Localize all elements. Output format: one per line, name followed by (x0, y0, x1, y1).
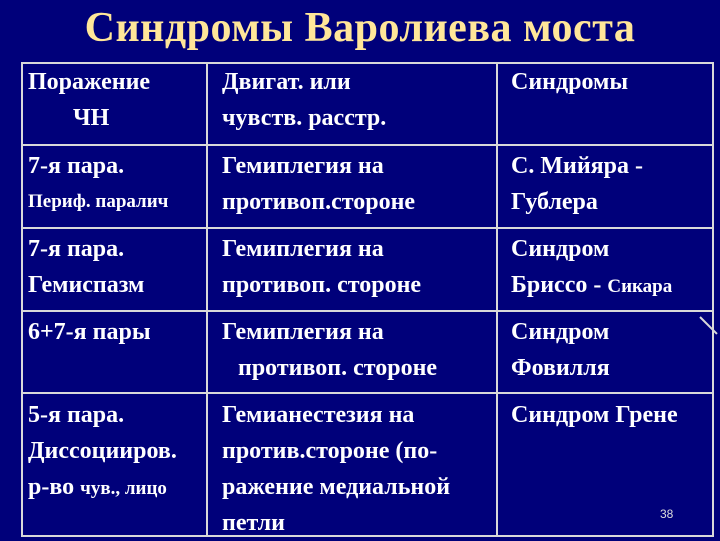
header-text: чувств. расстр. (222, 105, 387, 131)
header-cell-lesion (28, 64, 150, 136)
column-divider (496, 64, 498, 535)
cell-text: Гемиспазм (28, 272, 145, 298)
table-cell (28, 148, 168, 220)
table-cell (222, 314, 437, 386)
cell-text: петли (222, 510, 285, 536)
cell-text: противоп. стороне (222, 272, 422, 298)
table-cell (511, 397, 678, 433)
header-text: Двигат. или (222, 69, 351, 95)
slide-title: Синдромы Варолиева моста (84, 5, 636, 51)
cell-text: Бриссо - (511, 272, 608, 298)
cell-text: Гемиплегия на (222, 236, 384, 262)
slide-number: 38 (660, 507, 674, 521)
header-text: ЧН (73, 105, 110, 131)
table-cell (511, 148, 643, 220)
cell-text: Синдром (511, 319, 610, 345)
cell-text: противоп. стороне (238, 355, 438, 381)
header-cell-disorder (222, 64, 386, 136)
table-cell (222, 397, 450, 541)
cell-text: 5-я пара. (28, 402, 125, 428)
cell-text: 6+7-я пары (28, 319, 151, 345)
table-cell (28, 231, 144, 303)
cell-text: С. Мийяра - (511, 153, 643, 179)
column-divider (206, 64, 208, 535)
cell-text: р-во (28, 474, 81, 500)
cell-text: Гемиплегия на (222, 153, 384, 179)
table-cell (28, 314, 151, 350)
cell-text: ражение медиальной (222, 474, 451, 500)
table-cell (28, 397, 177, 507)
cell-text: 7-я пара. (28, 236, 125, 262)
cell-text: Гемиплегия на (222, 319, 384, 345)
cell-text: чув., лицо (80, 478, 167, 499)
cell-text: Диссоцииров. (28, 438, 177, 464)
table-cell (511, 314, 610, 386)
cell-text: Гемианестезия на (222, 402, 415, 428)
row-divider (23, 144, 712, 146)
header-cell-syndromes (511, 64, 628, 100)
row-divider (23, 227, 712, 229)
cell-text: Синдром Грене (511, 402, 678, 428)
cell-text: против.стороне (по- (222, 438, 438, 464)
cell-text: Гублера (511, 189, 598, 215)
cell-text: 7-я пара. (28, 153, 125, 179)
cell-text: противоп.стороне (222, 189, 416, 215)
cell-text: Фовилля (511, 355, 610, 381)
table-cell (511, 231, 672, 305)
cell-text: Периф. паралич (28, 191, 169, 212)
cell-text: Синдром (511, 236, 610, 262)
header-text: Синдромы (511, 69, 629, 95)
header-text: Поражение (28, 69, 151, 95)
row-divider (23, 392, 712, 394)
cell-text: Сикара (607, 276, 673, 297)
table-cell (222, 231, 421, 303)
table-cell (222, 148, 415, 220)
row-divider (23, 310, 712, 312)
